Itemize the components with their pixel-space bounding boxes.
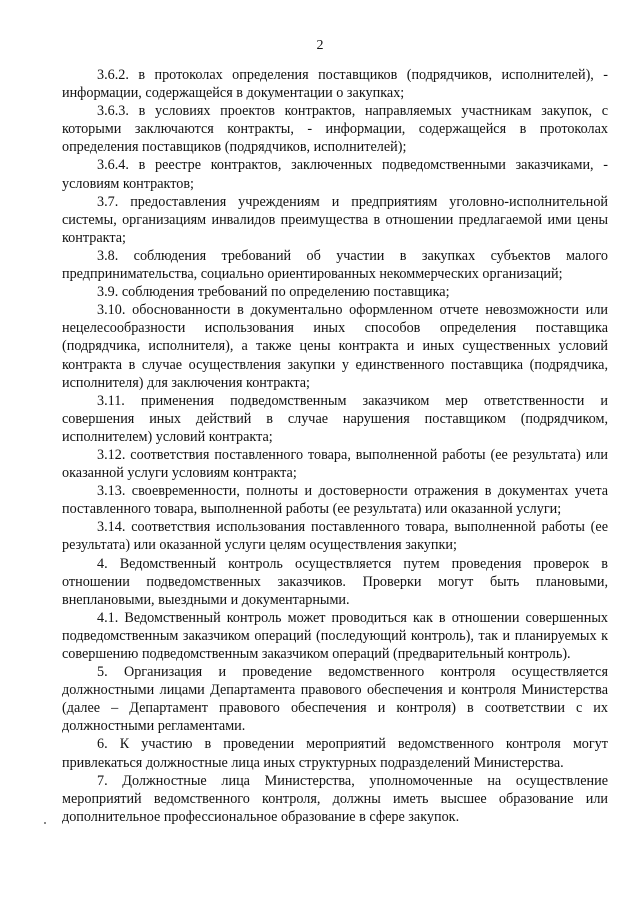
- paragraph-3-9: 3.9. соблюдения требований по определению поставщика;: [97, 284, 450, 301]
- paragraph-4: 4. Ведомственный контроль осуществляется путем проведения проверок в отношении подведомственных заказчиков. Проверки могут быть плановыми, внеплановыми, выездными и документарными.: [62, 555, 608, 608]
- paragraph-6: 6. К участию в проведении мероприятий ведомственного контроля могут привлекаться должностные лица иных структурных подразделений Министерства.: [62, 736, 608, 771]
- paragraph-3-12: 3.12. соответствия поставленного товара, выполненной работы (ее результата) или оказанной услуги условиям контракта;: [62, 446, 608, 482]
- paragraph-7: 7. Должностные лица Министерства, уполномоченные на осуществление мероприятий ведомственного контроля, должны иметь высшее образование или дополнительное профессиональное образование в сфере закупок.: [62, 772, 608, 825]
- paragraph-4-1: 4.1. Ведомственный контроль может проводиться как в отношении совершенных подведомственным заказчиком операций (последующий контроль), так и планируемых к совершению подведомственным заказчиком операций (предварительный контроль).: [62, 609, 608, 662]
- paragraph-3-8: 3.8. соблюдения требований об участии в закупках субъектов малого предпринимательства, социально ориентированных некоммерческих организаций;: [62, 247, 608, 283]
- scan-speck: [44, 822, 46, 824]
- paragraph-3-11: 3.11. применения подведомственным заказчиком мер ответственности и совершения иных действий в случае нарушения поставщиком (подрядчиком, исполнителем) условий контракта;: [62, 392, 608, 445]
- paragraph-3-6-3: 3.6.3. в условиях проектов контрактов, направляемых участникам закупок, с которыми заключаются контракты, - информации, содержащейся в протоколах определения поставщиков (подрядчиков, исполнителей);: [62, 103, 608, 156]
- paragraph-3-7: 3.7. предоставления учреждениям и предприятиям уголовно-исполнительной системы, организациям инвалидов преимущества в отношении предлагаемой ими цены контракта;: [62, 193, 608, 246]
- paragraph-3-13: 3.13. своевременности, полноты и достоверности отражения в документах учета поставленного товара, выполненной работы (ее результата) или оказанной услуги;: [62, 483, 608, 518]
- paragraph-3-14: 3.14. соответствия использования поставленного товара, выполненной работы (ее результата) или оказанной услуги целям осуществления закупки;: [62, 519, 608, 554]
- paragraph-3-10: 3.10. обоснованности в документально оформленном отчете невозможности или нецелесообразности использования иных способов определения поставщика (подрядчика, исполнителя), а также цены контракта и иных существенных условий контракта в случае осуществления закупки у единственного поставщика (подрядчика, исполнителя) для заключения контракта;: [62, 302, 608, 391]
- document-body: [62, 66, 608, 826]
- paragraph-5: 5. Организация и проведение ведомственного контроля осуществляется должностными лицами Департамента правового обеспечения и контроля Министерства (далее – Департамент правового обеспечения и контроля) в соответствии с их должностными регламентами.: [62, 664, 608, 735]
- paragraph-3-6-2: 3.6.2. в протоколах определения поставщиков (подрядчиков, исполнителей), - информации, содержащейся в документации о закупках;: [62, 67, 608, 102]
- page-number: 2: [316, 38, 324, 53]
- paragraph-3-6-4: 3.6.4. в реестре контрактов, заключенных подведомственными заказчиками, - условиям контрактов;: [62, 157, 608, 192]
